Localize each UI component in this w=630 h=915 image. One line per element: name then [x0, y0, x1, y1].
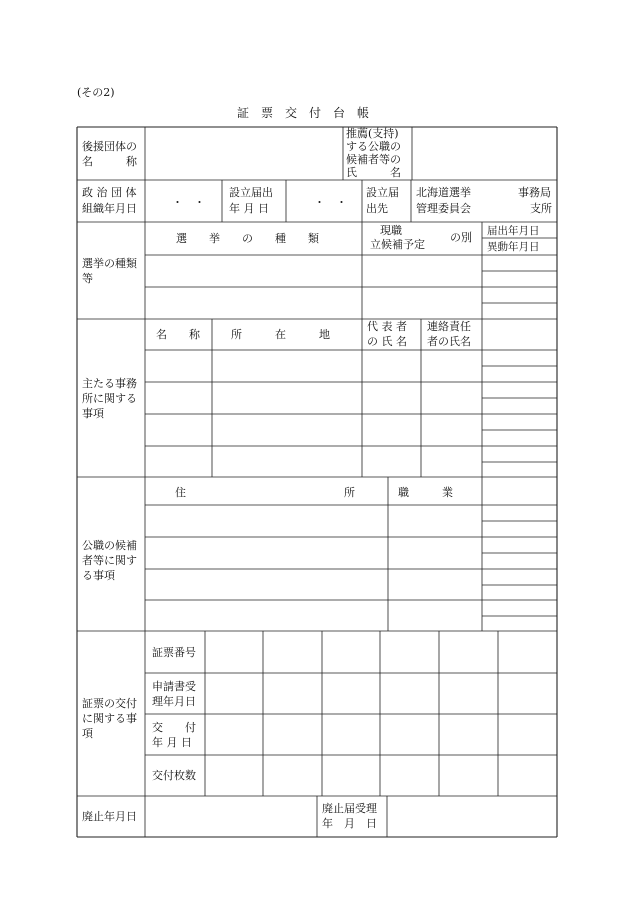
office-section-label-3: 事項	[82, 407, 104, 420]
contact-person-header-2: 者の氏名	[427, 335, 471, 348]
representative-header: 代 表 者	[367, 320, 407, 333]
candidate-section-label: 公職の候補	[82, 539, 137, 552]
candidate-occupation-header: 職 業	[398, 486, 453, 499]
est-dest-label-2: 出先	[366, 202, 388, 215]
committee-label: 北海道選挙	[416, 186, 471, 199]
est-date-label-2: 年 月 日	[229, 202, 269, 215]
candidate-name-label-2: する公職の	[346, 140, 401, 153]
certificate-section-label-3: 項	[82, 727, 93, 740]
change-date-header: 異動年月日	[487, 241, 540, 253]
abolish-notice-label: 廃止届受理	[322, 802, 377, 815]
sponsor-name-label-2: 名 称	[82, 155, 137, 168]
election-type-header: 選 挙 の 種 類	[176, 232, 319, 245]
contact-person-header: 連絡責任	[427, 320, 471, 333]
candidate-address-header-a: 住	[175, 486, 186, 499]
candidate-address-header-b: 所	[344, 486, 355, 499]
issue-date-label-2: 年 月 日	[152, 736, 192, 749]
office-type-label-2: 支所	[530, 202, 552, 215]
candidate-section-label-2: 者等に関す	[82, 554, 137, 567]
candidate-section-label-3: る事項	[82, 569, 115, 582]
candidate-name-label: 推薦(支持)	[346, 127, 399, 140]
application-date-label-2: 理年月日	[152, 695, 196, 708]
candidate-name-label-4: 氏 名	[346, 166, 401, 179]
est-date-dots: ・ ・	[314, 196, 347, 209]
page-number: (その2)	[77, 86, 115, 99]
application-date-label: 申請書受	[152, 680, 196, 693]
issue-date-label: 交 付	[152, 721, 196, 734]
candidate-name-label-3: 候補者等の	[346, 153, 401, 166]
org-date-dots: ・ ・	[172, 196, 205, 209]
incumbent-header-2: 立候補予定	[370, 238, 425, 251]
abolish-notice-label-2: 年 月 日	[322, 817, 377, 830]
office-type-label: 事務局	[518, 186, 551, 199]
certificate-section-label: 証票の交付	[82, 697, 137, 710]
notice-date-header: 届出年月日	[487, 225, 540, 237]
election-section-label: 選挙の種類	[82, 257, 137, 270]
office-section-label-2: 所に関する	[82, 392, 137, 405]
certificate-number-label: 証票番号	[152, 646, 196, 659]
sponsor-name-label: 後援団体の	[82, 140, 137, 153]
office-address-header: 所 在 地	[231, 328, 330, 341]
incumbent-header: 現職	[380, 224, 402, 237]
org-date-label: 政 治 団 体	[82, 186, 137, 199]
election-section-label-2: 等	[82, 272, 93, 285]
est-dest-label: 設立届	[366, 186, 399, 199]
representative-header-2: の 氏 名	[367, 335, 407, 348]
committee-label-2: 管理委員会	[416, 202, 471, 215]
certificate-section-label-2: に関する事	[82, 712, 137, 725]
org-date-label-2: 組織年月日	[82, 202, 137, 215]
issue-count-label: 交付枚数	[152, 769, 196, 782]
office-section-label: 主たる事務	[82, 377, 137, 390]
page-title: 証 票 交 付 台 帳	[237, 106, 370, 120]
distinction-header: の別	[450, 231, 472, 244]
abolish-date-label: 廃止年月日	[82, 810, 137, 823]
est-date-label: 設立届出	[229, 186, 273, 199]
office-name-header: 名 称	[156, 328, 200, 341]
